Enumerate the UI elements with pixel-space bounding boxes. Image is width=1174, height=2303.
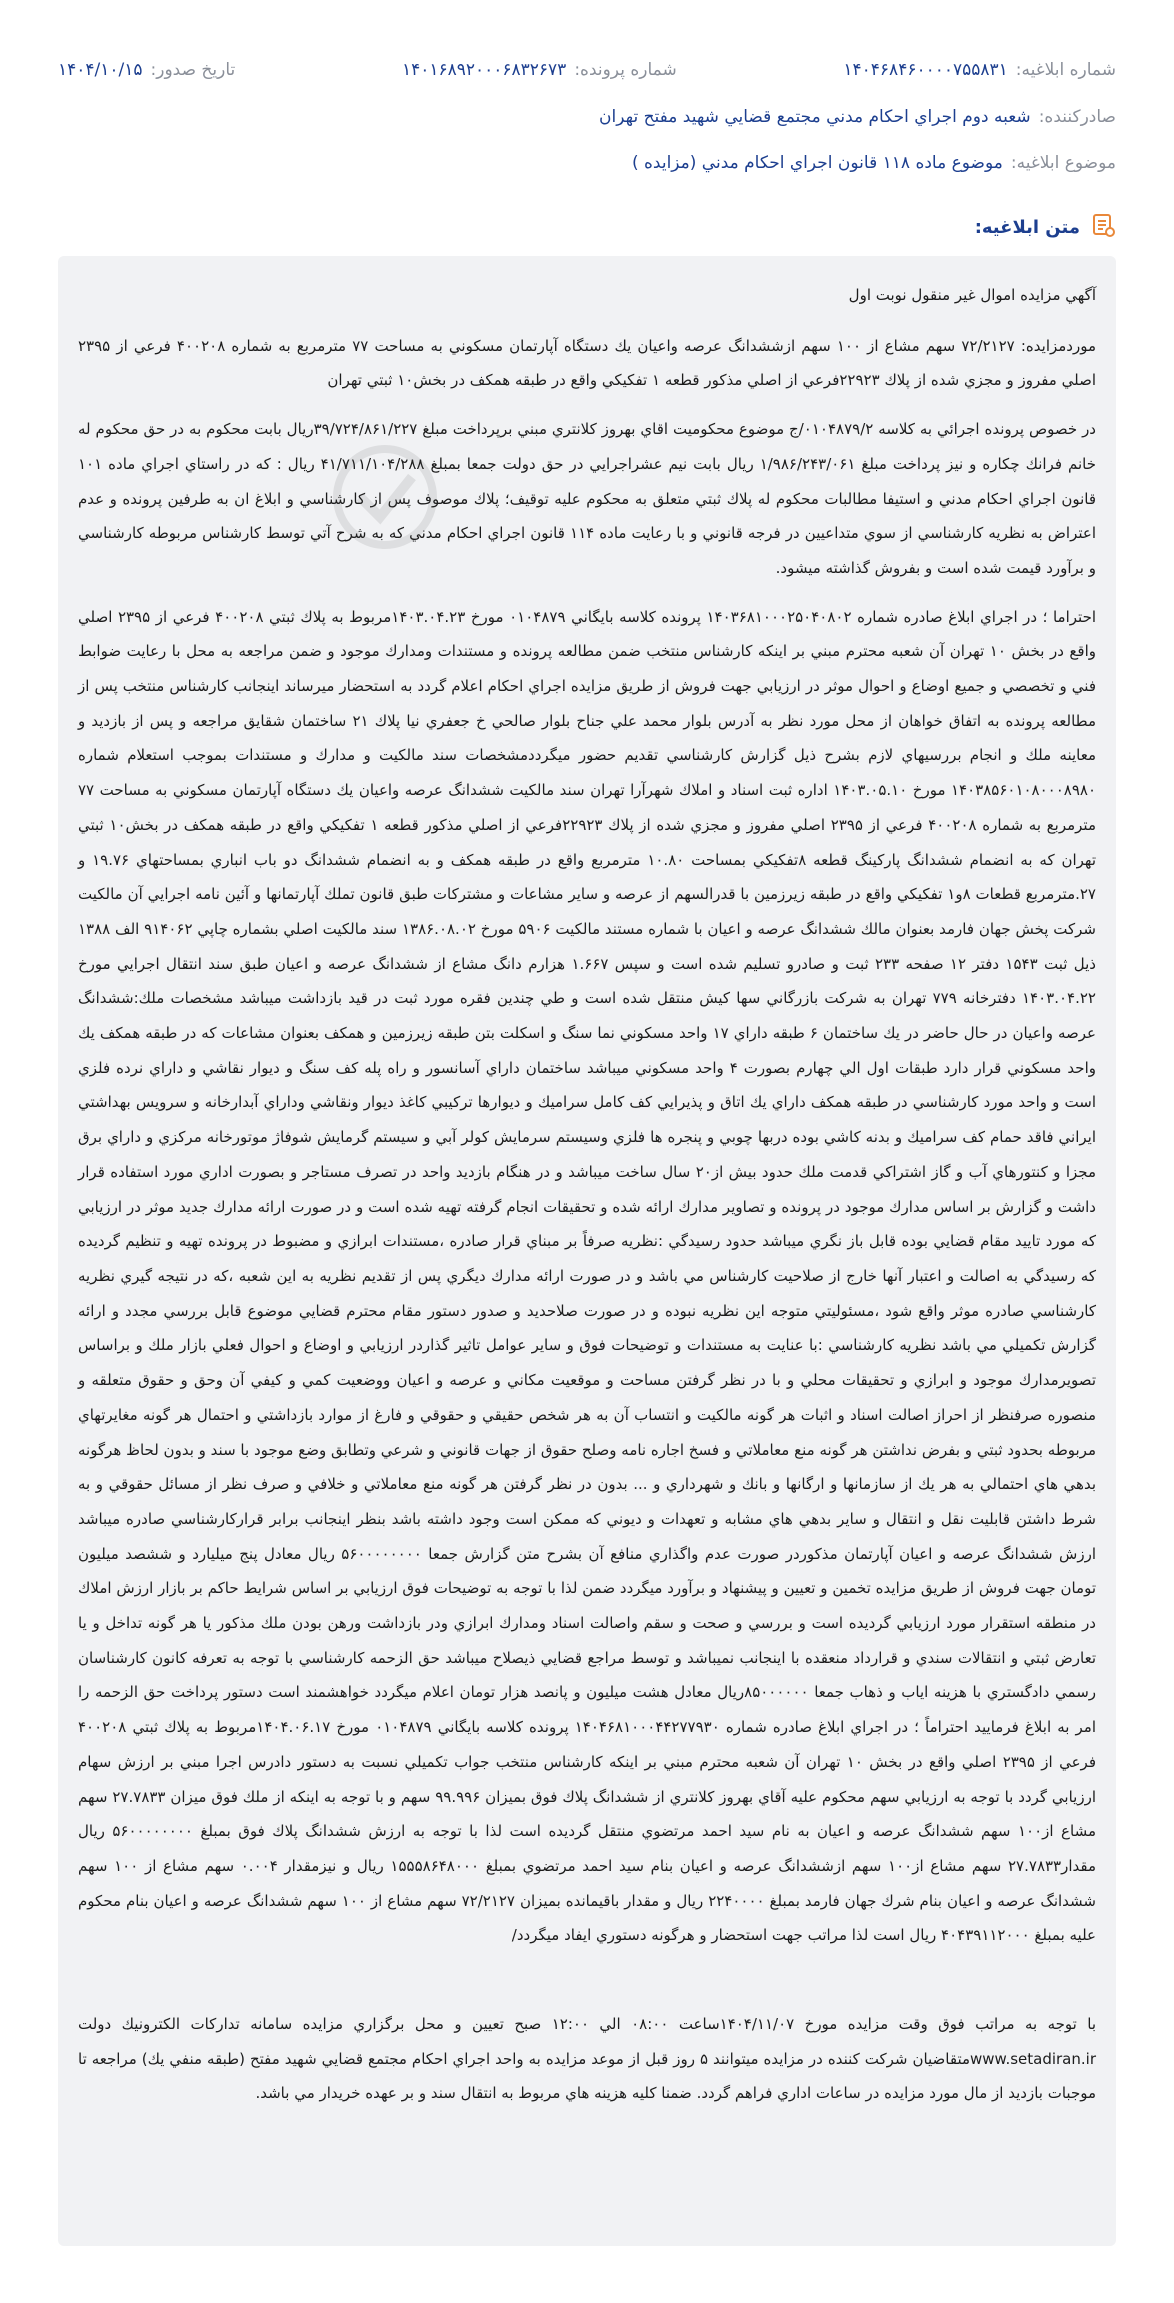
issuer-value: شعبه دوم اجراي احكام مدني مجتمع قضايي شهيد مفتح تهران xyxy=(599,107,1031,127)
notice-number xyxy=(843,60,1116,80)
notice-number-value: ۱۴۰۴۶۸۴۶۰۰۰۰۷۵۵۸۳۱ xyxy=(843,60,1008,80)
notice-number-label: شماره ابلاغيه: xyxy=(1015,60,1116,80)
issuer-row xyxy=(58,100,1116,134)
notice-body xyxy=(58,256,1116,2246)
subject-value: موضوع ماده ۱۱۸ قانون اجراي احكام مدني (مزايده ) xyxy=(631,153,1003,173)
case-number xyxy=(402,60,677,80)
paragraph-spacer xyxy=(78,1967,1096,2007)
notice-paragraph-auction-time: با توجه به مراتب فوق وقت مزايده مورخ ۱۴۰۴/۱۱/۰۷ساعت ۰۸:۰۰ الي ۱۲:۰۰ صبح تعيين و محل برگزاري مزايده سامانه تداركات الكترونيك دولت www.setadiran.irمتقاضيان شركت كننده در مزايده ميتوانند ۵ روز قبل از موعد مزايده به واحد اجراي احكام مجتمع قضايي شهيد مفتح (طبقه منفي يك) مراجعه تا موجبات بازديد از مال مورد مزايده در ساعات اداري فراهم گردد. ضمنا كليه هزينه هاي مربوط به انتقال سند و بر عهده خريدار مي باشد. xyxy=(78,2015,1097,2103)
case-number-value: ۱۴۰۱۶۸۹۲۰۰۰۶۸۳۲۶۷۳ xyxy=(401,60,567,80)
notice-page xyxy=(0,52,1174,2303)
subject-label: موضوع ابلاغيه: xyxy=(1010,153,1116,173)
case-number-label: شماره پرونده: xyxy=(574,60,677,80)
notice-paragraph-expert-report: احتراما ؛ در اجراي ابلاغ صادره شماره ۱۴۰۳۶۸۱۰۰۰۲۵۰۴۰۸۰۲ پرونده كلاسه بايگاني ۰۱۰۴۸۷۹ مورخ ۱۴۰۳.۰۴.۲۳مربوط به پلاك ثبتي ۴۰۰۲۰۸ فرعي از ۲۳۹۵ اصلي واقع در بخش ۱۰ تهران آن شعبه محترم مبني بر اينكه كارشناس منتخب ضمن مطالعه پرونده و مستندات ومدارك موجود و ضمن مراجعه به محل با رعايت ضوابط فني و تخصصي و جميع اوضاع و احوال موثر در ارزيابي جهت فروش از طريق مزايده اجراي احكام اعلام گردد به استحضار ميرساند اينجانب كارشناس منتخب پس از مطالعه پرونده به اتفاق خواهان از محل مورد نظر به آدرس بلوار محمد علي جناح بلوار صالحي خ جعفري نيا پلاك ۲۱ ساختمان شقايق مراجعه و پس از بازديد و معاينه ملك و انجام بررسيهاي لازم بشرح ذيل گزارش كارشناسي تقديم حضور ميگرددمشخصات سند مالكيت و مدارك و مستندات بموجب استعلام شماره ۱۴۰۳۸۵۶۰۱۰۸۰۰۰۸۹۸۰ مورخ ۱۴۰۳.۰۵.۱۰ اداره ثبت اسناد و املاك شهرآرا تهران سند مالكيت ششدانگ عرصه واعيان يك دستگاه آپارتمان مسكوني به مساحت ۷۷ مترمربع به شماره ۴۰۰۲۰۸ فرعي از ۲۳۹۵ اصلي مفروز و مجزي شده از پلاك ۲۲۹۲۳فرعي از اصلي مذكور قطعه ۱ تفكيكي واقع در طبقه همكف در بخش۱۰ ثبتي تهران كه به انضمام ششدانگ پاركينگ قطعه ۸تفكيكي بمساحت ۱۰.۸۰ مترمربع واقع در طبقه همكف و به انضمام ششدانگ دو باب انباري بمساحتهاي ۱۹.۷۶ و ۲۷.مترمربع قطعات ۸و۱ تفكيكي واقع در طبقه زيرزمين با قدرالسهم از عرصه و ساير مشاعات و مشتركات طبق قانون تملك آپارتمانها و آئين نامه اجرايي آن مالكيت شركت پخش جهان فارمد بعنوان مالك ششدانگ عرصه و اعيان با شماره مستند مالكيت ۵۹۰۶ مورخ ۱۳۸۶.۰۸.۰۲ سند مالكيت اصلي بشماره چاپي ۹۱۴۰۶۲ الف ۱۳۸۸ ذيل ثبت ۱۵۴۳ دفتر ۱۲ صفحه ۲۳۳ ثبت و صادرو تسليم شده است و سپس ۱.۶۶۷ هزارم دانگ مشاع از ششدانگ عرصه و اعيان طبق سند انتقال اجرايي مورخ ۱۴۰۳.۰۴.۲۲ دفترخانه ۷۷۹ تهران به شركت بازرگاني سها كيش منتقل شده است و طي چندين فقره مورد ثبت در قيد بازداشت ميباشد مشخصات ملك:ششدانگ عرصه واعيان در حال حاضر در يك ساختمان ۶ طبقه داراي ۱۷ واحد مسكوني نما سنگ و اسكلت بتن طبقه زيرزمين و همكف بعنوان مشاعات كه در طبقه همكف يك واحد مسكوني قرار دارد طبقات اول الي چهارم بصورت ۴ واحد مسكوني ميباشد ساختمان داراي آسانسور و راه پله كف سنگ و ديوار نقاشي و داراي نرده فلزي است و واحد مورد كارشناسي در طبقه همكف داراي يك اتاق و پذيرايي كف كامل سراميك و ديوارها تركيبي كاغذ ديوار ونقاشي وداراي آبدارخانه و سرويس بهداشتي ايراني فاقد حمام كف سراميك و بدنه كاشي بوده دربها چوبي و پنجره ها فلزي وسيستم سرمايش كولر آبي و سيستم گرمايش شوفاژ موتورخانه مركزي و داراي برق مجزا و كنتورهاي آب و گاز اشتراكي قدمت ملك حدود بيش از۲۰ سال ساخت ميباشد و در هنگام بازديد واحد در تصرف مستاجر و بصورت اداري مورد استفاده قرار داشت و گزارش بر اساس مدارك موجود در پرونده و تصاوير مدارك ارائه شده و تحقيقات انجام گرفته تهيه شده است و در صورت ارائه مدارك جديد موثر در ارزيابي كه مورد تاييد مقام قضايي بوده قابل باز نگري ميباشد حدود رسيدگي :نظريه صرفاً بر مبناي قرار صادره ،مستندات ابرازي و مضبوط در پرونده تهيه و تنظيم گرديده كه رسيدگي به اصالت و اعتبار آنها خارج از صلاحيت كارشناس مي باشد و در صورت ارائه مدارك ديگري پس از تقديم نظريه به اين شعبه ،كه در نتيجه گيري نظريه كارشناسي صادره موثر واقع شود ،مسئوليتي متوجه اين نظريه نبوده و در صورت صلاحديد و صدور دستور مقام محترم قضايي موضوع قابل بررسي مجدد و ارائه گزارش تكميلي مي باشد نظريه كارشناسي :با عنايت به مستندات و توضيحات فوق و ساير عوامل تاثير گذاردر ارزيابي و اوضاع و احوال فعلي بازار ملك و براساس تصويرمدارك موجود و ابرازي و تحقيقات محلي و با در نظر گرفتن مساحت و موقعيت مكاني و عرصه و اعيان ووضعيت كمي و كيفي آن وحق و حقوق متعلقه و منصوره صرفنظر از احراز اصالت اسناد و اثبات هر گونه مالكيت و انتساب آن به هر شخص حقيقي و حقوقي و فارغ از موارد بازداشتي و احتمال هر گونه مغايرتهاي مربوطه بحدود ثبتي و بفرض نداشتن هر گونه منع معاملاتي و فسخ اجاره نامه وصلح حقوق از جهات قانوني و شرعي وتطابق وضع موجود با سند و بدون لحاظ هرگونه بدهي هاي احتمالي به هر يك از سازمانها و ارگانها و بانك و شهرداري و ... بدون در نظر گرفتن هر گونه منع معاملاتي و خلافي و صرف نظر از مسائل حقوقي و به شرط داشتن قابليت نقل و انتقال و ساير بدهي هاي مشابه و تعهدات و ديوني كه ممكن است وجود داشته باشد بنظر اينجانب برابر قراركارشناسي صادره ميباشد ارزش ششدانگ عرصه و اعيان آپارتمان مذكوردر صورت عدم واگذاري منافع آن بشرح متن گزارش جمعا ۵۶۰۰۰۰۰۰۰۰ ريال معادل پنج ميليارد و ششصد ميليون تومان جهت فروش از طريق مزايده تخمين و تعيين و پيشنهاد و برآورد ميگردد ضمن لذا با توجه به توضيحات فوق ارزيابي بر اساس شرايط حاكم بر بازار ارزش املاك در منطقه استقرار مورد ارزيابي گرديده است و بررسي و صحت و سقم واصالت اسناد ومدارك ابرازي ودر بازداشت ورهن بودن ملك مذكور يا هر گونه تداخل و يا تعارض ثبتي و انتقالات سندي و قرارداد منعقده با اينجانب نميباشد و توسط مراجع قضايي ذيصلاح ميباشد حق الزحمه كارشناسي با توجه به تعرفه كانون كارشناسان رسمي دادگستري با هزينه اياب و ذهاب جمعا ۸۵۰۰۰۰۰۰ريال معادل هشت ميليون و پانصد هزار تومان اعلام ميگردد خواهشمند است دستور پرداخت حق الزحمه را امر به ابلاغ فرماييد احتراماً ؛ در اجراي ابلاغ صادره شماره ۱۴۰۴۶۸۱۰۰۰۴۴۲۷۷۹۳۰ پرونده كلاسه بايگاني ۰۱۰۴۸۷۹ مورخ ۱۴۰۴.۰۶.۱۷مربوط به پلاك ثبتي ۴۰۰۲۰۸ فرعي از ۲۳۹۵ اصلي واقع در بخش ۱۰ تهران آن شعبه محترم مبني بر اينكه كارشناس منتخب جواب تكميلي نسبت به دستور دادرس اجرا مبني بر ارزش سهام ارزيابي گردد با توجه به ارزيابي سهم محكوم عليه آقاي بهروز كلانتري از ششدانگ پلاك فوق بميزان ۹۹.۹۹۶ سهم و با توجه به اينكه از ملك فوق ميزان ۲۷.۷۸۳۳ سهم مشاع از۱۰۰ سهم ششدانگ عرصه و اعيان به نام سيد احمد مرتضوي منتقل گرديده است لذا با توجه به ارزش ششدانگ پلاك فوق بمبلغ ۵۶۰۰۰۰۰۰۰۰ ريال مقدار۲۷.۷۸۳۳ سهم مشاع از۱۰۰ سهم ازششدانگ عرصه و اعيان بنام سيد احمد مرتضوي بمبلغ ۱۵۵۵۸۶۴۸۰۰۰ ريال و نيزمقدار ۰.۰۰۴ سهم مشاع از ۱۰۰ سهم ششدانگ عرصه و اعيان بنام شرك جهان فارمد بمبلغ ۲۲۴۰۰۰۰ ريال و مقدار باقيمانده بميزان ۷۲/۲۱۲۷ سهم مشاع از ۱۰۰ سهم ششدانگ عرصه و اعيان بنام محكوم عليه بمبلغ ۴۰۴۳۹۱۱۲۰۰۰ ريال است لذا مراتب جهت استحضار و هرگونه دستوري ايفاد ميگردد/ xyxy=(78,607,1097,1945)
issuer-label: صادرکننده: xyxy=(1038,107,1116,127)
issue-date-label: تاريخ صدور: xyxy=(150,60,236,80)
notice-text-title-label: متن ابلاغيه: xyxy=(974,216,1080,238)
document-notice-icon xyxy=(1090,212,1116,243)
meta-row xyxy=(58,52,1116,88)
notice-heading: آگهي مزايده اموال غير منقول نوبت اول xyxy=(848,286,1096,304)
notice-paragraph-case: در خصوص پرونده اجرائي به كلاسه ۰۱۰۴۸۷۹/۲/ج موضوع محكوميت اقاي بهروز كلانتري مبني برپرداخت مبلغ ۳۹/۷۲۴/۸۶۱/۲۲۷ريال بابت محكوم به در حق محكوم له خانم فرانك چكاره و نيز پرداخت مبلغ ۱/۹۸۶/۲۴۳/۰۶۱ ريال بابت نيم عشراجرايي در حق دولت جمعا بمبلغ ۴۱/۷۱۱/۱۰۴/۲۸۸ ريال : كه در راستاي اجراي ماده ۱۰۱ قانون اجراي احكام مدني و استيفا مطالبات محكوم له پلاك ثبتي متعلق به محكوم عليه توقيف؛ پلاك موصوف پس از كارشناسي و ابلاغ ان به طرفين پرونده و عدم اعتراض به نظريه كارشناسي از سوي متداعيين در فرجه قانوني و با رعايت ماده ۱۱۴ قانون اجراي احكام مدني كه به شرح آتي توسط كارشناس مربوطه كارشناسي و برآورد قيمت شده است و بفروش گذاشته ميشود. xyxy=(78,420,1096,577)
subject-row xyxy=(58,146,1116,180)
notice-paragraph-subject: موردمزايده: ۷۲/۲۱۲۷ سهم مشاع از ۱۰۰ سهم ازششدانگ عرصه واعيان يك دستگاه آپارتمان مسكوني به مساحت ۷۷ مترمربع به شماره ۴۰۰۲۰۸ فرعي از ۲۳۹۵ اصلي مفروز و مجزي شده از پلاك ۲۲۹۲۳فرعي از اصلي مذكور قطعه ۱ تفكيكي واقع در طبقه همكف در بخش۱۰ ثبتي تهران xyxy=(78,336,1097,390)
issue-date xyxy=(58,60,235,80)
notice-text-title xyxy=(58,210,1116,244)
issue-date-value: ۱۴۰۴/۱۰/۱۵ xyxy=(58,60,143,80)
